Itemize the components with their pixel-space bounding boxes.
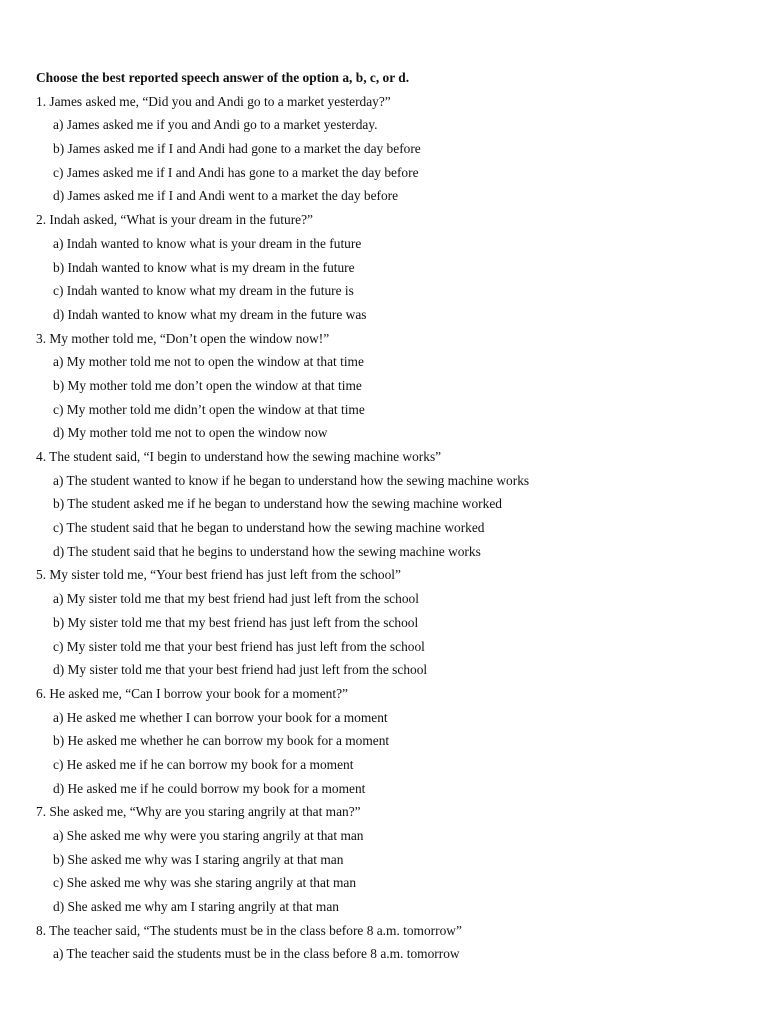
option-b: b) He asked me whether he can borrow my book for a moment — [53, 733, 390, 749]
option-a: a) The teacher said the students must be in the class before 8 a.m. tomorrow — [53, 946, 460, 962]
option-c: c) James asked me if I and Andi has gone to a market the day before — [53, 164, 419, 180]
question-prompt: 1. James asked me, “Did you and Andi go to a market yesterday?” — [36, 93, 391, 109]
option-b: b) The student asked me if he began to understand how the sewing machine worked — [53, 496, 502, 512]
option-a: a) My sister told me that my best friend had just left from the school — [53, 591, 419, 607]
option-c: c) She asked me why was she staring angrily at that man — [53, 875, 357, 891]
question-prompt: 7. She asked me, “Why are you staring angrily at that man?” — [36, 804, 361, 820]
question-5 — [36, 563, 736, 681]
option-b: b) She asked me why was I staring angrily at that man — [53, 851, 344, 867]
option-d: d) My mother told me not to open the window now — [53, 425, 328, 441]
question-4 — [36, 445, 736, 563]
option-a: a) She asked me why were you staring angrily at that man — [53, 828, 364, 843]
option-d: d) James asked me if I and Andi went to a market the day before — [53, 188, 399, 204]
option-a: a) The student wanted to know if he began to understand how the sewing machine works — [53, 472, 530, 488]
document-page — [36, 66, 736, 966]
option-b: b) James asked me if I and Andi had gone to a market the day before — [53, 141, 421, 157]
option-c: c) The student said that he began to understand how the sewing machine worked — [53, 520, 485, 536]
question-1 — [36, 90, 736, 208]
question-prompt: 4. The student said, “I begin to understand how the sewing machine works” — [36, 449, 442, 464]
question-2 — [36, 208, 736, 326]
option-c: c) He asked me if he can borrow my book for a moment — [53, 756, 354, 772]
option-c: c) My sister told me that your best friend has just left from the school — [53, 638, 425, 654]
option-d: d) The student said that he begins to understand how the sewing machine works — [53, 543, 481, 559]
question-prompt: 2. Indah asked, “What is your dream in the future?” — [36, 212, 314, 228]
question-prompt: 3. My mother told me, “Don’t open the window now!” — [36, 330, 330, 346]
question-6 — [36, 682, 736, 800]
option-c: c) Indah wanted to know what my dream in the future is — [53, 283, 354, 299]
question-3 — [36, 327, 736, 445]
question-8 — [36, 919, 736, 966]
option-b: b) Indah wanted to know what is my dream in the future — [53, 259, 355, 275]
option-a: a) My mother told me not to open the window at that time — [53, 354, 364, 370]
question-prompt: 5. My sister told me, “Your best friend has just left from the school” — [36, 567, 401, 583]
option-d: d) She asked me why am I staring angrily at that man — [53, 899, 339, 915]
question-7 — [36, 800, 736, 918]
option-d: d) My sister told me that your best friend had just left from the school — [53, 662, 428, 678]
option-b: b) My mother told me don’t open the window at that time — [53, 377, 362, 393]
option-c: c) My mother told me didn’t open the window at that time — [53, 401, 365, 417]
option-a: a) James asked me if you and Andi go to a market yesterday. — [53, 117, 378, 133]
option-d: d) Indah wanted to know what my dream in the future was — [53, 306, 367, 322]
option-b: b) My sister told me that my best friend has just left from the school — [53, 614, 419, 630]
question-prompt: 6. He asked me, “Can I borrow your book for a moment?” — [36, 685, 348, 701]
option-d: d) He asked me if he could borrow my book for a moment — [53, 780, 366, 796]
instructions-heading: Choose the best reported speech answer of the option a, b, c, or d. — [36, 70, 410, 85]
option-a: a) Indah wanted to know what is your dream in the future — [53, 235, 362, 251]
question-prompt: 8. The teacher said, “The students must be in the class before 8 a.m. tomorrow” — [36, 922, 462, 938]
option-a: a) He asked me whether I can borrow your book for a moment — [53, 709, 388, 725]
